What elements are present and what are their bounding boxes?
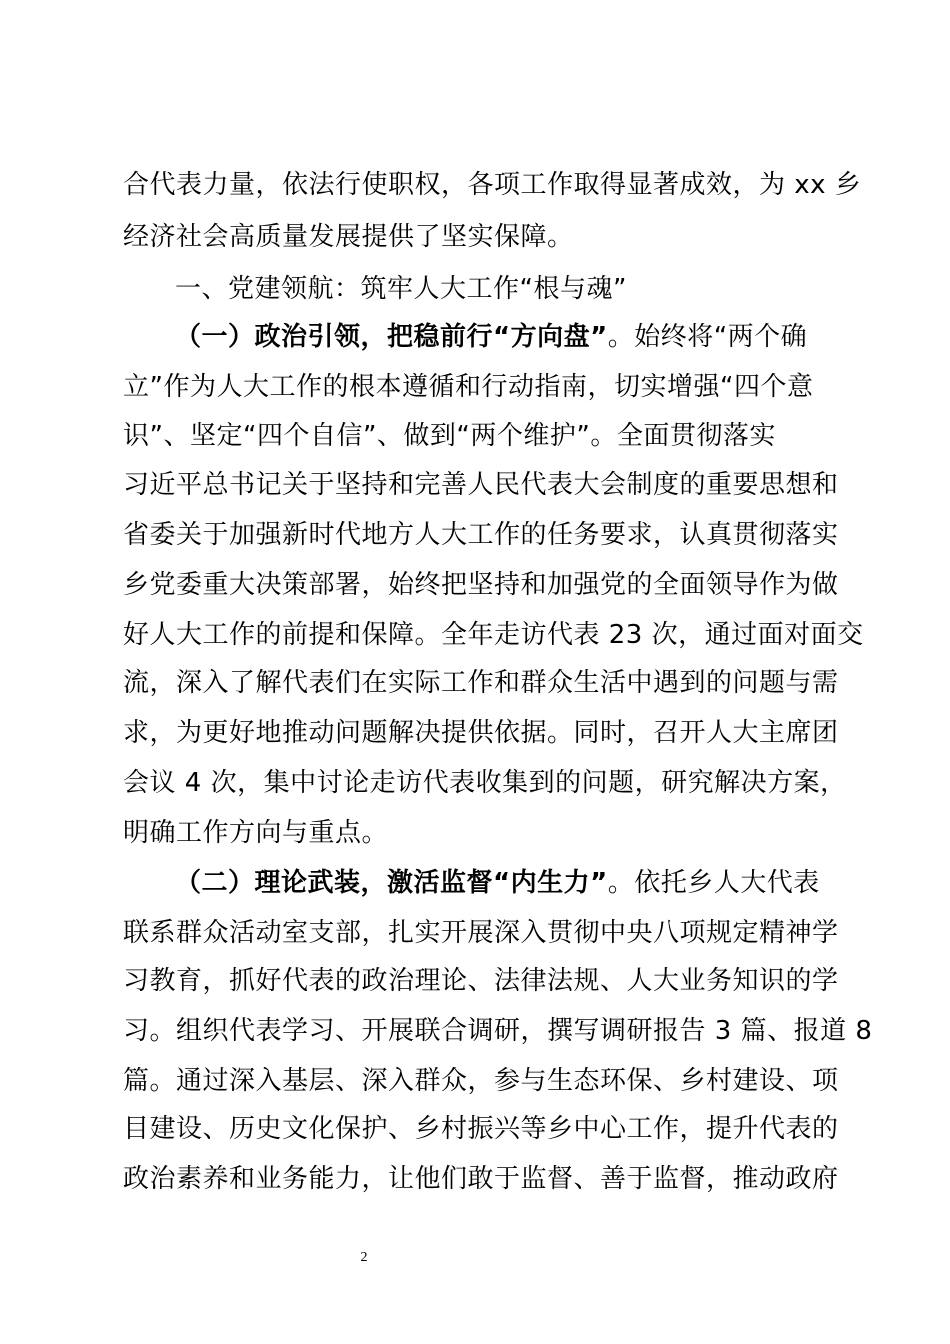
- body-line: 目建设、历史文化保护、乡村振兴等乡中心工作，提升代表的: [123, 1114, 839, 1144]
- body-line: 经济社会高质量发展提供了坚实保障。: [123, 222, 574, 252]
- body-line: 乡党委重大决策部署，始终把坚持和加强党的全面领导作为做: [123, 570, 839, 600]
- body-line: 政治素养和业务能力，让他们敢于监督、善于监督，推动政府: [123, 1164, 839, 1194]
- section-heading-1: 一、党建领航：筑牢人大工作“根与魂”: [175, 274, 627, 304]
- body-line: 好人大工作的前提和保障。全年走访代表 23 次，通过面对面交: [123, 620, 864, 650]
- body-line: 习。组织代表学习、开展联合调研，撰写调研报告 3 篇、报道 8: [123, 1016, 873, 1046]
- body-line: 篇。通过深入基层、深入群众，参与生态环保、乡村建设、项: [123, 1066, 839, 1096]
- body-line: 习近平总书记关于坚持和完善人民代表大会制度的重要思想和: [123, 470, 839, 500]
- page-number: 2: [360, 1250, 368, 1265]
- body-line: 明确工作方向与重点。: [123, 818, 389, 848]
- subsection-heading-1: （一）政治引领，把稳前行“方向盘”。始终将“两个确: [175, 322, 808, 352]
- body-line: 流，深入了解代表们在实际工作和群众生活中遇到的问题与需: [123, 668, 839, 698]
- body-line: 联系群众活动室支部，扎实开展深入贯彻中央八项规定精神学: [123, 918, 839, 948]
- body-line: 合代表力量，依法行使职权，各项工作取得显著成效，为 xx 乡: [123, 170, 862, 200]
- subsection-heading-2: （二）理论武装，激活监督“内生力”。依托乡人大代表: [175, 868, 820, 898]
- body-line: 会议 4 次，集中讨论走访代表收集到的问题，研究解决方案，: [123, 768, 847, 798]
- subsection-title: （二）理论武装，激活监督“内生力”: [175, 868, 608, 898]
- body-line: 求，为更好地推动问题解决提供依据。同时，召开人大主席团: [123, 718, 839, 748]
- body-line: 识”、坚定“四个自信”、做到“两个维护”。全面贯彻落实: [123, 421, 776, 451]
- subsection-title: （一）政治引领，把稳前行“方向盘”: [175, 322, 608, 352]
- body-line: 省委关于加强新时代地方人大工作的任务要求，认真贯彻落实: [123, 520, 839, 550]
- body-line: 立”作为人大工作的根本遵循和行动指南，切实增强“四个意: [123, 372, 814, 402]
- body-line: 习教育，抓好代表的政治理论、法律法规、人大业务知识的学: [123, 966, 839, 996]
